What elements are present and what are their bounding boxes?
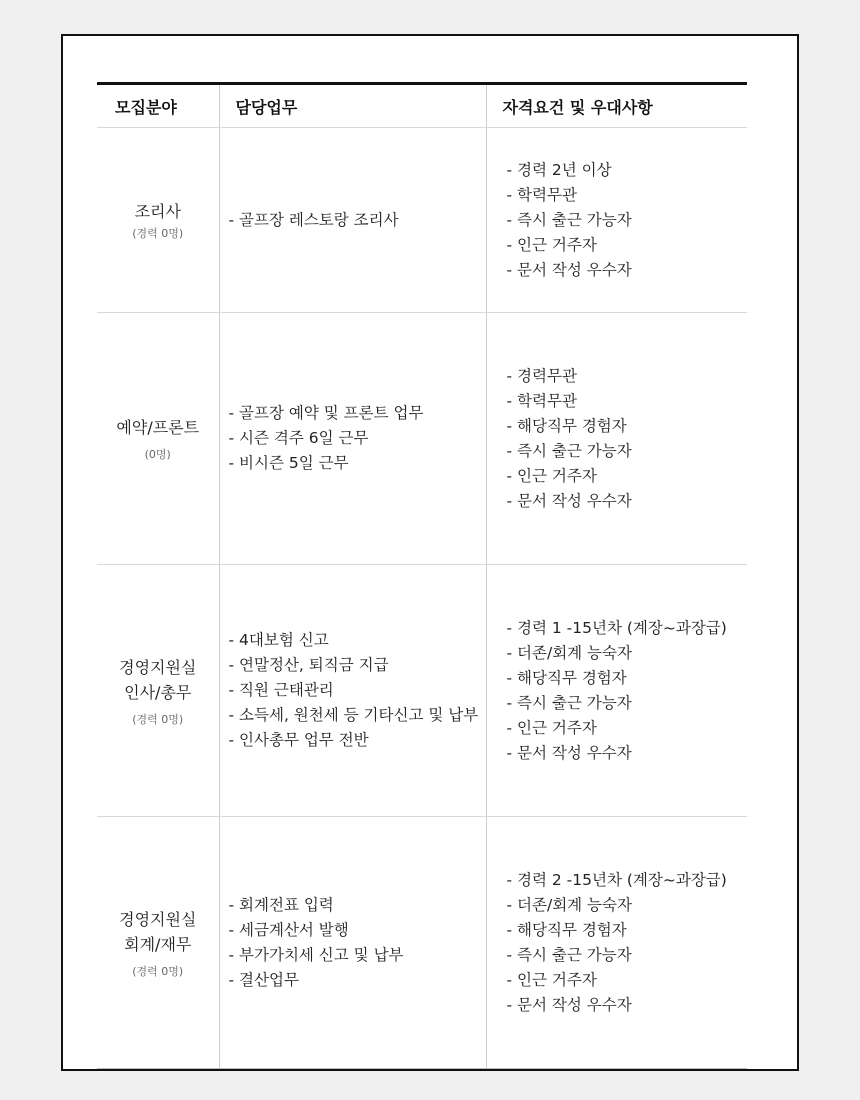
duty-list	[220, 208, 486, 233]
field-name: 예약/프론트	[116, 418, 200, 437]
duty-item: - 시즌 격주 6일 근무	[228, 429, 369, 447]
requirement-item: - 인근 거주자	[506, 466, 597, 485]
field-name: 경영지원실	[119, 909, 197, 929]
table-row	[97, 313, 747, 565]
field-count: (경력 0명)	[132, 964, 184, 978]
header-field: 모집분야	[97, 84, 219, 128]
requirement-item: - 경력 2년 이상	[506, 160, 612, 179]
table-row	[97, 817, 747, 1069]
requirement-list	[487, 868, 748, 1018]
duties-cell	[219, 817, 486, 1069]
duties-cell	[219, 128, 486, 313]
field-name: 조리사	[134, 202, 181, 221]
requirement-item: - 문서 작성 우수자	[506, 260, 632, 279]
requirement-item: - 즉시 출근 가능자	[506, 945, 632, 964]
requirement-item: - 문서 작성 우수자	[506, 491, 632, 510]
requirement-item: - 즉시 출근 가능자	[506, 210, 632, 229]
field-name: 인사/총무	[124, 682, 192, 702]
header-requirements: 자격요건 및 우대사항	[486, 84, 747, 128]
requirements-cell	[486, 313, 747, 565]
duty-item: - 세금계산서 발행	[228, 920, 349, 939]
recruitment-table	[97, 82, 747, 1069]
requirement-item: - 즉시 출근 가능자	[506, 441, 632, 460]
field-cell	[97, 128, 219, 313]
requirement-list	[487, 158, 748, 283]
requirement-item: - 인근 거주자	[506, 235, 597, 254]
field-count: (경력 0명)	[132, 712, 184, 726]
duties-cell	[219, 313, 486, 565]
requirements-cell	[486, 128, 747, 313]
table-header-row	[97, 84, 747, 128]
requirement-item: - 더존/회계 능숙자	[506, 895, 632, 914]
requirement-item: - 문서 작성 우수자	[506, 995, 632, 1014]
requirement-item: - 학력무관	[506, 185, 577, 204]
requirement-list	[487, 616, 748, 766]
field-count: (경력 0명)	[132, 227, 184, 240]
requirement-item: - 해당직무 경험자	[506, 416, 627, 435]
duty-list	[220, 628, 486, 753]
requirement-item: - 경력 1 -15년차 (계장~과장급)	[506, 618, 727, 637]
duty-item: - 부가가치세 신고 및 납부	[228, 945, 404, 964]
duty-list	[220, 401, 486, 476]
requirement-item: - 인근 거주자	[506, 718, 597, 737]
duties-cell	[219, 565, 486, 817]
duty-item: - 인사총무 업무 전반	[228, 731, 369, 749]
header-duties: 담당업무	[219, 84, 486, 128]
requirement-item: - 문서 작성 우수자	[506, 743, 632, 762]
field-name: 회계/재무	[124, 934, 192, 954]
duty-item: - 소득세, 원천세 등 기타신고 및 납부	[228, 706, 479, 724]
duty-item: - 골프장 레스토랑 조리사	[228, 210, 399, 229]
document-frame	[61, 34, 799, 1071]
duty-item: - 4대보험 신고	[228, 631, 329, 649]
duty-item: - 골프장 예약 및 프론트 업무	[228, 404, 424, 422]
requirement-item: - 학력무관	[506, 391, 577, 410]
duty-item: - 연말정산, 퇴직금 지급	[228, 656, 389, 674]
field-cell	[97, 817, 219, 1069]
requirements-cell	[486, 565, 747, 817]
duty-list	[220, 893, 486, 993]
requirement-item: - 즉시 출근 가능자	[506, 693, 632, 712]
field-cell	[97, 313, 219, 565]
requirement-item: - 더존/회계 능숙자	[506, 643, 632, 662]
requirement-item: - 인근 거주자	[506, 970, 597, 989]
requirement-list	[487, 364, 748, 514]
duty-item: - 결산업무	[228, 970, 299, 989]
duty-item: - 비시즌 5일 근무	[228, 454, 349, 472]
requirements-cell	[486, 817, 747, 1069]
table-row	[97, 128, 747, 313]
duty-item: - 회계전표 입력	[228, 895, 334, 914]
duty-item: - 직원 근태관리	[228, 681, 334, 699]
requirement-item: - 해당직무 경험자	[506, 668, 627, 687]
requirement-item: - 경력 2 -15년차 (계장~과장급)	[506, 870, 727, 889]
requirement-item: - 경력무관	[506, 366, 577, 385]
field-count: (0명)	[144, 448, 171, 461]
table-row	[97, 565, 747, 817]
requirement-item: - 해당직무 경험자	[506, 920, 627, 939]
field-cell	[97, 565, 219, 817]
field-name: 경영지원실	[119, 657, 197, 677]
